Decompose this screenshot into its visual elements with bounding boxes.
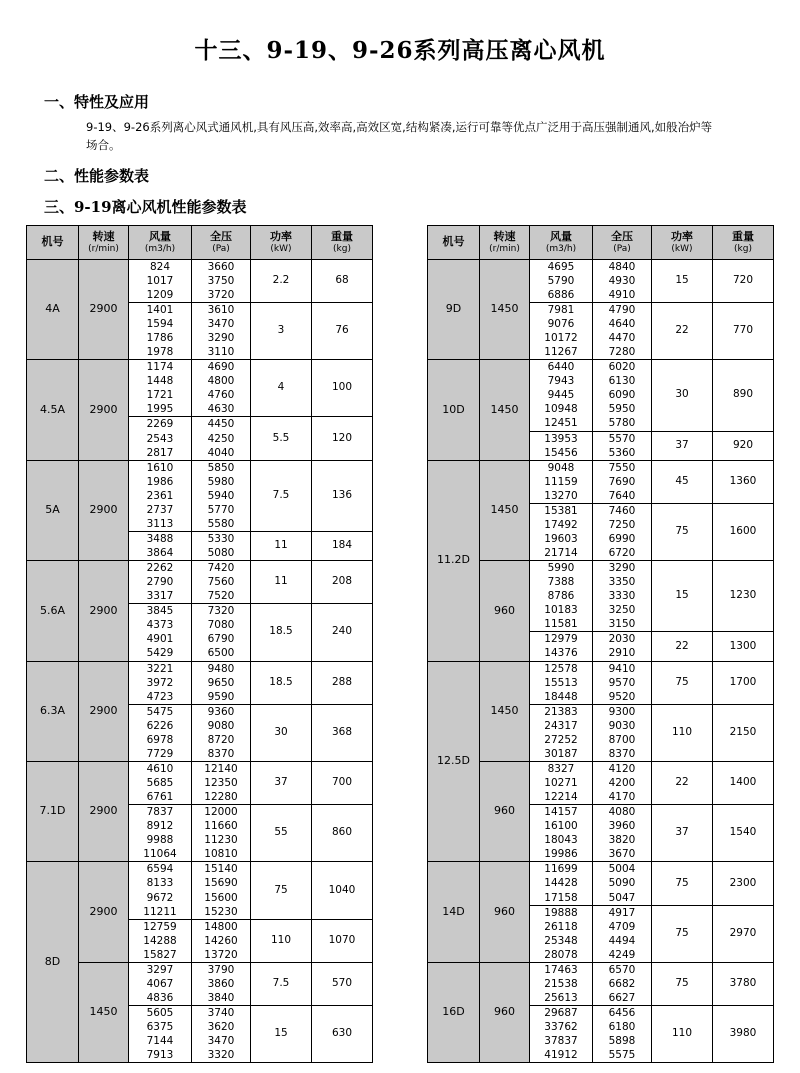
page-title: 十三、9-19、9-26系列高压离心风机 [194,37,606,64]
cell-flow-values: 3221 3972 4723 [129,661,192,704]
cell-weight: 890 [713,360,774,431]
cell-power: 75 [652,503,713,560]
cell-model: 6.3A [27,661,79,761]
cell-power: 2.2 [251,259,312,302]
section-heading-9-19-table: 三、9-19离心风机性能参数表 [44,197,247,216]
cell-weight: 1300 [713,632,774,661]
cell-flow-values: 824 1017 1209 [129,259,192,302]
cell-weight: 3780 [713,962,774,1005]
cell-flow-values: 4610 5685 6761 [129,761,192,804]
cell-flow-values: 15381 17492 19603 21714 [530,503,593,560]
cell-flow-values: 19888 26118 25348 28078 [530,905,593,962]
cell-model: 4.5A [27,360,79,460]
cell-pressure-values: 7420 7560 7520 [192,561,251,604]
cell-weight: 2150 [713,704,774,761]
cell-flow-values: 6440 7943 9445 10948 12451 [530,360,593,431]
cell-flow-values: 9048 11159 13270 [530,460,593,503]
col-header-rpm: 转速 (r/min) [79,225,129,259]
cell-rpm: 2900 [79,360,129,460]
cell-rpm: 960 [480,761,530,861]
cell-pressure-values: 12000 11660 11230 10810 [192,805,251,862]
cell-pressure-values: 7320 7080 6790 6500 [192,604,251,661]
cell-pressure-values: 5850 5980 5940 5770 5580 [192,460,251,531]
cell-weight: 860 [312,805,373,862]
cell-power: 110 [652,704,713,761]
cell-weight: 3980 [713,1006,774,1063]
cell-flow-values: 14157 16100 18043 19986 [530,805,593,862]
col-header-flow: 风量 (m3/h) [530,225,593,259]
cell-flow-values: 2262 2790 3317 [129,561,192,604]
cell-pressure-values: 4450 4250 4040 [192,417,251,460]
col-header-pressure: 全压 (Pa) [192,225,251,259]
col-header-power: 功率 (kW) [652,225,713,259]
cell-model: 5.6A [27,561,79,661]
cell-pressure-values: 7550 7690 7640 [593,460,652,503]
col-header-rpm: 转速 (r/min) [480,225,530,259]
cell-pressure-values: 5004 5090 5047 [593,862,652,905]
cell-flow-values: 7981 9076 10172 11267 [530,302,593,359]
cell-pressure-values: 14800 14260 13720 [192,919,251,962]
cell-model: 10D [428,360,480,460]
cell-power: 55 [251,805,312,862]
cell-weight: 1230 [713,561,774,632]
cell-weight: 136 [312,460,373,531]
cell-power: 18.5 [251,604,312,661]
cell-rpm: 2900 [79,259,129,359]
cell-pressure-values: 4080 3960 3820 3670 [593,805,652,862]
cell-model: 8D [27,862,79,1063]
cell-weight: 1360 [713,460,774,503]
cell-pressure-values: 4917 4709 4494 4249 [593,905,652,962]
cell-power: 11 [251,531,312,560]
cell-weight: 120 [312,417,373,460]
cell-pressure-values: 4120 4200 4170 [593,761,652,804]
cell-flow-values: 7837 8912 9988 11064 [129,805,192,862]
cell-power: 30 [652,360,713,431]
cell-power: 22 [652,302,713,359]
section-heading-characteristics: 一、特性及应用 [44,93,150,111]
table-row [428,561,774,632]
cell-weight: 1070 [312,919,373,962]
section-heading-performance: 二、性能参数表 [44,166,150,185]
cell-rpm: 2900 [79,761,129,861]
table-row [428,761,774,804]
cell-power: 18.5 [251,661,312,704]
cell-pressure-values: 2030 2910 [593,632,652,661]
cell-model: 7.1D [27,761,79,861]
cell-rpm: 2900 [79,561,129,661]
cell-pressure-values: 15140 15690 15600 15230 [192,862,251,919]
col-header-weight: 重量 (kg) [312,225,373,259]
cell-power: 4 [251,360,312,417]
cell-power: 11 [251,561,312,604]
cell-flow-values: 1174 1448 1721 1995 [129,360,192,417]
table-body-left [27,259,373,1063]
cell-pressure-values: 4840 4930 4910 [593,259,652,302]
table-row [428,962,774,1005]
performance-table-right [427,225,774,1064]
cell-weight: 630 [312,1006,373,1063]
table-row [428,460,774,503]
col-header-power: 功率 (kW) [251,225,312,259]
cell-pressure-values: 5570 5360 [593,431,652,460]
cell-weight: 570 [312,962,373,1005]
cell-weight: 920 [713,431,774,460]
cell-pressure-values: 9410 9570 9520 [593,661,652,704]
cell-pressure-values: 4690 4800 4760 4630 [192,360,251,417]
cell-flow-values: 11699 14428 17158 [530,862,593,905]
cell-rpm: 1450 [480,661,530,761]
cell-flow-values: 5990 7388 8786 10183 11581 [530,561,593,632]
performance-table-left [26,225,373,1064]
cell-flow-values: 1401 1594 1786 1978 [129,302,192,359]
cell-flow-values: 13953 15456 [530,431,593,460]
cell-model: 11.2D [428,460,480,661]
cell-flow-values: 3488 3864 [129,531,192,560]
cell-model: 12.5D [428,661,480,862]
cell-pressure-values: 3290 3350 3330 3250 3150 [593,561,652,632]
cell-power: 7.5 [251,962,312,1005]
cell-flow-values: 21383 24317 27252 30187 [530,704,593,761]
cell-power: 37 [251,761,312,804]
cell-flow-values: 8327 10271 12214 [530,761,593,804]
cell-rpm: 960 [480,962,530,1062]
cell-model: 9D [428,259,480,359]
cell-power: 5.5 [251,417,312,460]
performance-tables [26,225,774,1064]
cell-power: 45 [652,460,713,503]
cell-weight: 100 [312,360,373,417]
cell-weight: 68 [312,259,373,302]
cell-pressure-values: 9480 9650 9590 [192,661,251,704]
cell-rpm: 2900 [79,862,129,962]
cell-power: 3 [251,302,312,359]
cell-flow-values: 3297 4067 4836 [129,962,192,1005]
cell-weight: 76 [312,302,373,359]
cell-flow-values: 12979 14376 [530,632,593,661]
cell-flow-values: 4695 5790 6886 [530,259,593,302]
col-header-flow: 风量 (m3/h) [129,225,192,259]
table-row [27,460,373,531]
cell-weight: 240 [312,604,373,661]
cell-rpm: 1450 [480,259,530,359]
cell-power: 15 [652,259,713,302]
cell-power: 22 [652,632,713,661]
table-row [27,862,373,919]
cell-rpm: 960 [480,862,530,962]
cell-weight: 2970 [713,905,774,962]
table-row [428,259,774,302]
cell-flow-values: 29687 33762 37837 41912 [530,1006,593,1063]
cell-flow-values: 12578 15513 18448 [530,661,593,704]
cell-rpm: 1450 [480,460,530,560]
cell-flow-values: 5605 6375 7144 7913 [129,1006,192,1063]
cell-power: 30 [251,704,312,761]
col-header-model: 机号 [428,225,480,259]
cell-model: 14D [428,862,480,962]
cell-power: 15 [652,561,713,632]
table-row [27,962,373,1005]
cell-pressure-values: 3660 3750 3720 [192,259,251,302]
cell-weight: 2300 [713,862,774,905]
table-row [27,761,373,804]
cell-weight: 288 [312,661,373,704]
cell-power: 75 [652,661,713,704]
cell-pressure-values: 6456 6180 5898 5575 [593,1006,652,1063]
cell-weight: 368 [312,704,373,761]
col-header-pressure: 全压 (Pa) [593,225,652,259]
cell-flow-values: 2269 2543 2817 [129,417,192,460]
cell-pressure-values: 3610 3470 3290 3110 [192,302,251,359]
cell-flow-values: 3845 4373 4901 5429 [129,604,192,661]
intro-paragraph: 9-19、9-26系列离心风式通风机,具有风压高,效率高,高效区宽,结构紧凑,运行可靠等优点广泛用于高压强制通风,如般冶炉等场合。 [86,120,713,153]
cell-weight: 720 [713,259,774,302]
cell-model: 5A [27,460,79,560]
cell-pressure-values: 7460 7250 6990 6720 [593,503,652,560]
cell-power: 75 [652,962,713,1005]
cell-pressure-values: 6570 6682 6627 [593,962,652,1005]
cell-weight: 1600 [713,503,774,560]
cell-power: 7.5 [251,460,312,531]
cell-weight: 1540 [713,805,774,862]
cell-weight: 1040 [312,862,373,919]
col-header-weight: 重量 (kg) [713,225,774,259]
table-row [27,259,373,302]
cell-power: 110 [652,1006,713,1063]
cell-flow-values: 17463 21538 25613 [530,962,593,1005]
cell-rpm: 1450 [480,360,530,460]
table-header-right [428,225,774,259]
cell-flow-values: 5475 6226 6978 7729 [129,704,192,761]
table-header-left [27,225,373,259]
cell-rpm: 1450 [79,962,129,1062]
cell-weight: 770 [713,302,774,359]
table-row [428,862,774,905]
table-row [27,360,373,417]
table-body-right [428,259,774,1063]
cell-flow-values: 6594 8133 9672 11211 [129,862,192,919]
table-row [27,661,373,704]
cell-weight: 700 [312,761,373,804]
table-row [428,661,774,704]
cell-pressure-values: 4790 4640 4470 7280 [593,302,652,359]
cell-power: 75 [251,862,312,919]
cell-weight: 184 [312,531,373,560]
cell-flow-values: 1610 1986 2361 2737 3113 [129,460,192,531]
cell-pressure-values: 9300 9030 8700 8370 [593,704,652,761]
cell-power: 75 [652,905,713,962]
cell-power: 110 [251,919,312,962]
cell-pressure-values: 3740 3620 3470 3320 [192,1006,251,1063]
cell-model: 4A [27,259,79,359]
table-row [27,561,373,604]
cell-pressure-values: 6020 6130 6090 5950 5780 [593,360,652,431]
table-row [428,360,774,431]
cell-rpm: 2900 [79,460,129,560]
cell-power: 22 [652,761,713,804]
cell-power: 37 [652,431,713,460]
cell-flow-values: 12759 14288 15827 [129,919,192,962]
cell-rpm: 2900 [79,661,129,761]
cell-pressure-values: 12140 12350 12280 [192,761,251,804]
cell-power: 37 [652,805,713,862]
col-header-model: 机号 [27,225,79,259]
cell-weight: 1700 [713,661,774,704]
cell-pressure-values: 9360 9080 8720 8370 [192,704,251,761]
cell-pressure-values: 3790 3860 3840 [192,962,251,1005]
cell-weight: 1400 [713,761,774,804]
cell-power: 75 [652,862,713,905]
cell-power: 15 [251,1006,312,1063]
cell-rpm: 960 [480,561,530,661]
cell-model: 16D [428,962,480,1062]
cell-weight: 208 [312,561,373,604]
cell-pressure-values: 5330 5080 [192,531,251,560]
